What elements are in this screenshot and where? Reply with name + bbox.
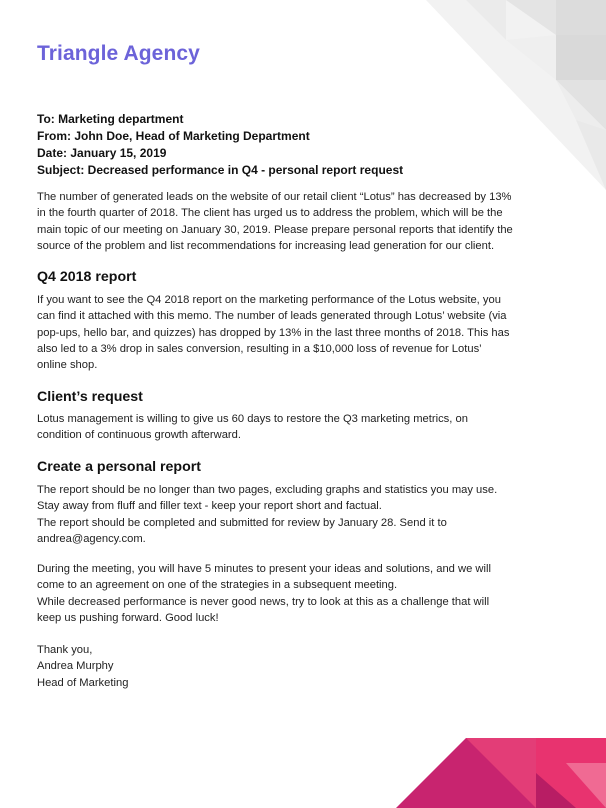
- text-line: The report should be completed and submitted for review by January 28. Send it to: [37, 516, 447, 529]
- text-line: can find it attached with this memo. The number of leads generated through Lotus’ website (via: [37, 310, 507, 323]
- closing-paragraph: [37, 561, 547, 626]
- intro-paragraph: [37, 189, 547, 254]
- text-line: The report should be no longer than two pages, excluding graphs and statistics you may use.: [37, 484, 498, 496]
- text-line: While decreased performance is never good news, try to look at this as a challenge that will: [37, 595, 490, 608]
- memo-subject: Subject: Decreased performance in Q4 - personal report request: [37, 163, 404, 177]
- text-line: keep us pushing forward. Good luck!: [37, 611, 219, 624]
- text-line: online shop.: [37, 359, 98, 372]
- text-line: also led to a 3% drop in sales conversion, resulting in a $10,000 loss of revenue for Lotus’: [37, 342, 482, 355]
- text-line: Stay away from fluff and filler text - keep your report short and factual.: [37, 500, 382, 513]
- text-line: Lotus management is willing to give us 60 days to restore the Q3 marketing metrics, on: [37, 413, 468, 425]
- text-line: If you want to see the Q4 2018 report on the marketing performance of the Lotus website, you: [37, 294, 501, 306]
- memo-to: To: Marketing department: [37, 112, 184, 126]
- signature-title: Head of Marketing: [37, 676, 129, 689]
- section-heading-clients-request: Client’s request: [37, 389, 143, 405]
- memo-date: Date: January 15, 2019: [37, 146, 167, 160]
- signature-block: [37, 642, 547, 691]
- personal-report-paragraph: [37, 482, 547, 547]
- section-heading-q4-report: Q4 2018 report: [37, 269, 137, 285]
- text-line: pop-ups, hello bar, and quizzes) has dropped by 13% in the last three months of 2018. This has: [37, 326, 510, 339]
- memo-from: From: John Doe, Head of Marketing Department: [37, 129, 310, 143]
- memo-header: [37, 111, 403, 179]
- section-heading-personal-report: Create a personal report: [37, 459, 202, 475]
- text-line: main topic of our meeting on January 30, 2019. Please prepare personal reports that identify the: [37, 223, 513, 236]
- signature-thanks: Thank you,: [37, 644, 93, 656]
- signature-name: Andrea Murphy: [37, 660, 114, 673]
- clients-request-paragraph: [37, 411, 547, 444]
- email-link[interactable]: andrea@agency.com.: [37, 532, 146, 545]
- text-line: in the fourth quarter of 2018. The client has urged us to address the problem, which will be the: [37, 207, 503, 220]
- text-line: source of the problem and list recommendations for increasing lead generation for our client.: [37, 239, 495, 252]
- decorative-triangles-top: [426, 0, 606, 200]
- text-line: The number of generated leads on the website of our retail client “Lotus” has decreased by 13%: [37, 191, 512, 203]
- text-line: During the meeting, you will have 5 minutes to present your ideas and solutions, and we will: [37, 563, 491, 575]
- q4-report-paragraph: [37, 292, 547, 373]
- brand-name: Triangle Agency: [37, 42, 200, 65]
- decorative-triangles-bottom: [396, 738, 606, 808]
- text-line: come to an agreement on one of the strategies in a subsequent meeting.: [37, 579, 398, 592]
- text-line: condition of continuous growth afterward.: [37, 429, 241, 442]
